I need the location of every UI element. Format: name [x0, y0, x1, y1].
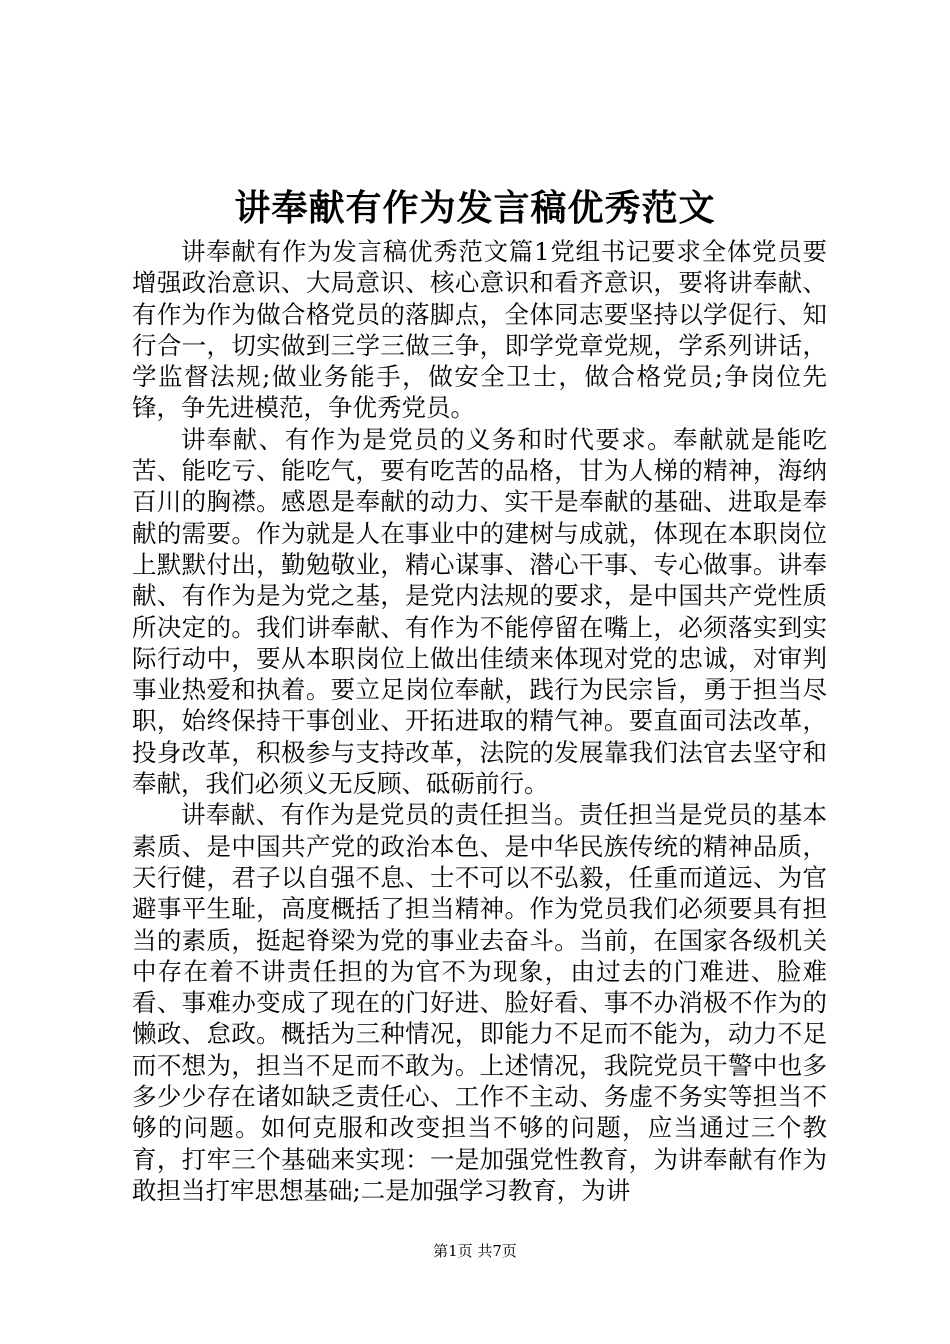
- document-title: 讲奉献有作为发言稿优秀范文: [234, 187, 716, 229]
- paragraph-2: 讲奉献、有作为是党员的义务和时代要求。奉献就是能吃苦、能吃亏、能吃气，要有吃苦的品格，甘为人梯的精神，海纳百川的胸襟。感恩是奉献的动力、实干是奉献的基础、进取是奉献的需要。作为就是人在事业中的建树与成就，体现在本职岗位上默默付出，勤勉敬业，精心谋事、潜心干事、专心做事。讲奉献、有作为是为党之基，是党内法规的要求，是中国共产党性质所决定的。我们讲奉献、有作为不能停留在嘴上，必须落实到实际行动中，要从本职岗位上做出佳绩来体现对党的忠诚，对审判事业热爱和执着。要立足岗位奉献，践行为民宗旨，勇于担当尽职，始终保持干事创业、开拓进取的精气神。要直面司法改革，投身改革，积极参与支持改革，法院的发展靠我们法官去坚守和奉献，我们必须义无反顾、砥砺前行。: [132, 424, 827, 799]
- paragraph-1: 讲奉献有作为发言稿优秀范文篇1党组书记要求全体党员要增强政治意识、大局意识、核心意识和看齐意识，要将讲奉献、有作为作为做合格党员的落脚点，全体同志要坚持以学促行、知行合一，切实做到三学三做三争，即学党章党规，学系列讲话，学监督法规;做业务能手，做安全卫士，做合格党员;争岗位先锋，争先进模范，争优秀党员。: [132, 237, 827, 423]
- page-footer: 第1页 共7页: [433, 1242, 517, 1260]
- document-body: [132, 236, 827, 1206]
- paragraph-3: 讲奉献、有作为是党员的责任担当。责任担当是党员的基本素质、是中国共产党的政治本色、是中华民族传统的精神品质，天行健，君子以自强不息、士不可以不弘毅，任重而道远、为官避事平生耻，高度概括了担当精神。作为党员我们必须要具有担当的素质，挺起脊梁为党的事业去奋斗。当前，在国家各级机关中存在着不讲责任担的为官不为现象，由过去的门难进、脸难看、事难办变成了现在的门好进、脸好看、事不办消极不作为的懒政、怠政。概括为三种情况，即能力不足而不能为，动力不足而不想为，担当不足而不敢为。上述情况，我院党员干警中也多多少少存在诸如缺乏责任心、工作不主动、务虚不务实等担当不够的问题。如何克服和改变担当不够的问题，应当通过三个教育，打牢三个基础来实现：一是加强党性教育，为讲奉献有作为敢担当打牢思想基础;二是加强学习教育，为讲: [132, 800, 827, 1205]
